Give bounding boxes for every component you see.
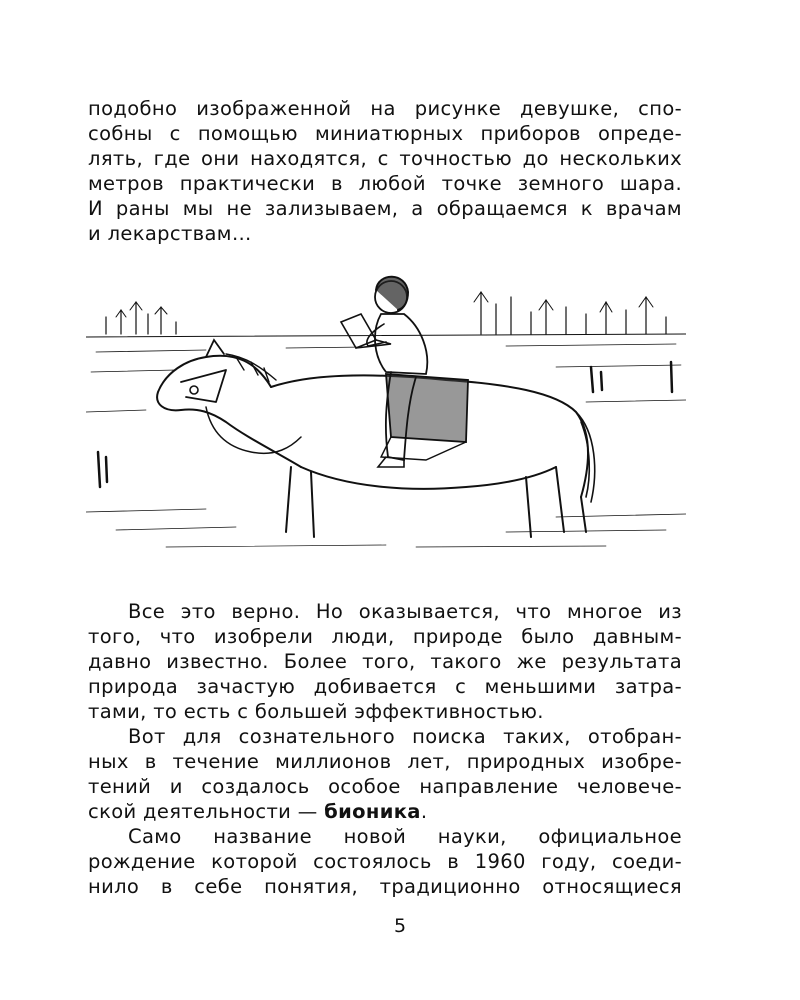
text-line: Само название новой науки, официальное <box>128 825 682 848</box>
text-line: тений и создалось особое направление человече- <box>88 775 682 798</box>
text-line: И раны мы не зализываем, а обращаемся к врачам <box>88 197 682 220</box>
text-line: подобно изображенной на рисунке девушке, спо- <box>88 97 682 120</box>
bold-term-bionika: бионика <box>324 800 421 823</box>
text-line: природа зачастую добивается с меньшими затра- <box>88 675 682 698</box>
text-line: и лекарствам… <box>88 222 252 245</box>
illustration-girl-on-horse <box>86 262 686 562</box>
text-line: метров практически в любой точке земного шара. <box>88 172 682 195</box>
text-line: Вот для сознательного поиска таких, отобран- <box>128 725 682 748</box>
text-line: тами, то есть с большей эффективностью. <box>88 700 544 723</box>
text-line: ных в течение миллионов лет, природных изобре- <box>88 750 682 773</box>
top-paragraph <box>88 96 682 246</box>
text-line: рождение которой состоялось в 1960 году, соеди- <box>88 850 682 873</box>
bottom-text <box>88 599 682 899</box>
text-line: давно известно. Более того, такого же результата <box>88 650 682 673</box>
text-line: лять, где они находятся, с точностью до нескольких <box>88 147 682 170</box>
page-number: 5 <box>393 915 407 937</box>
text-line-bionika <box>88 799 682 824</box>
text-line: нило в себе понятия, традиционно относящиеся <box>88 875 682 898</box>
text-line: того, что изобрели люди, природе было давным- <box>88 625 682 648</box>
text-line: собны с помощью миниатюрных приборов опреде- <box>88 122 682 145</box>
text-fragment: . <box>420 800 428 823</box>
text-fragment: ской деятельности — <box>88 800 325 823</box>
text-line: Все это верно. Но оказывается, что многое из <box>128 600 682 623</box>
